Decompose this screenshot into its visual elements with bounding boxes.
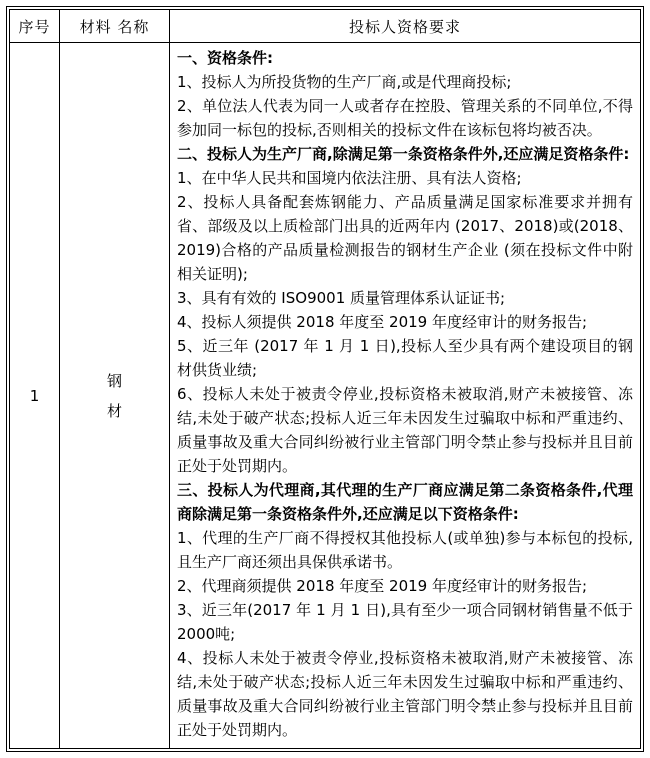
table-row	[10, 43, 641, 749]
requirement-item: 3、近三年(2017 年 1 月 1 日),具有至少一项合同钢材销售量不低于 2000吨;	[177, 601, 633, 643]
requirement-item: 1、在中华人民共和国境内依法注册、具有法人资格;	[177, 169, 522, 187]
requirement-item: 4、投标人须提供 2018 年度至 2019 年度经审计的财务报告;	[177, 313, 588, 331]
table-outer-border	[6, 6, 644, 752]
section-3-heading: 三、投标人为代理商,其代理的生产厂商应满足第二条资格条件,代理商除满足第一条资格条件外,还应满足以下资格条件:	[177, 481, 633, 523]
table-header-row	[10, 10, 641, 43]
requirement-item: 2、代理商须提供 2018 年度至 2019 年度经审计的财务报告;	[177, 577, 588, 595]
requirements-cell	[170, 43, 641, 749]
material-name-text: 钢材	[106, 371, 122, 420]
requirement-item: 6、投标人未处于被责令停业,投标资格未被取消,财产未被接管、冻结,未处于破产状态;投标人近三年未因发生过骗取中标和严重违约、质量事故及重大合同纠纷被行业主管部门明令禁止参与投标并且目前正处于处罚期内。	[177, 385, 633, 475]
requirement-item: 1、投标人为所投货物的生产厂商,或是代理商投标;	[177, 73, 512, 91]
requirement-item: 2、单位法人代表为同一人或者存在控股、管理关系的不同单位,不得参加同一标包的投标,否则相关的投标文件在该标包将均被否决。	[177, 97, 633, 139]
col-header-bidder-qualification: 投标人资格要求	[170, 10, 641, 43]
serial-number-cell: 1	[10, 43, 60, 749]
section-2-heading: 二、投标人为生产厂商,除满足第一条资格条件外,还应满足资格条件:	[177, 145, 630, 163]
material-name-cell	[60, 43, 170, 749]
requirement-item: 4、投标人未处于被责令停业,投标资格未被取消,财产未被接管、冻结,未处于破产状态;投标人近三年未因发生过骗取中标和严重违约、质量事故及重大合同纠纷被行业主管部门明令禁止参与投标并且目前正处于处罚期内。	[177, 649, 633, 739]
requirement-item: 5、近三年 (2017 年 1 月 1 日),投标人至少具有两个建设项目的钢材供货业绩;	[177, 337, 633, 379]
qualification-table	[9, 9, 641, 749]
col-header-serial: 序号	[10, 10, 60, 43]
requirement-item: 3、具有有效的 ISO9001 质量管理体系认证证书;	[177, 289, 506, 307]
section-1-heading: 一、资格条件:	[177, 49, 273, 67]
col-header-material-name: 材料 名称	[60, 10, 170, 43]
requirement-item: 2、投标人具备配套炼钢能力、产品质量满足国家标准要求并拥有省、部级及以上质检部门出具的近两年内 (2017、2018)或(2018、2019)合格的产品质量检测报告的钢材生产企业 (须在投标文件中附相关证明);	[177, 193, 633, 283]
requirement-item: 1、代理的生产厂商不得授权其他投标人(或单独)参与本标包的投标,且生产厂商还须出具保供承诺书。	[177, 529, 633, 571]
